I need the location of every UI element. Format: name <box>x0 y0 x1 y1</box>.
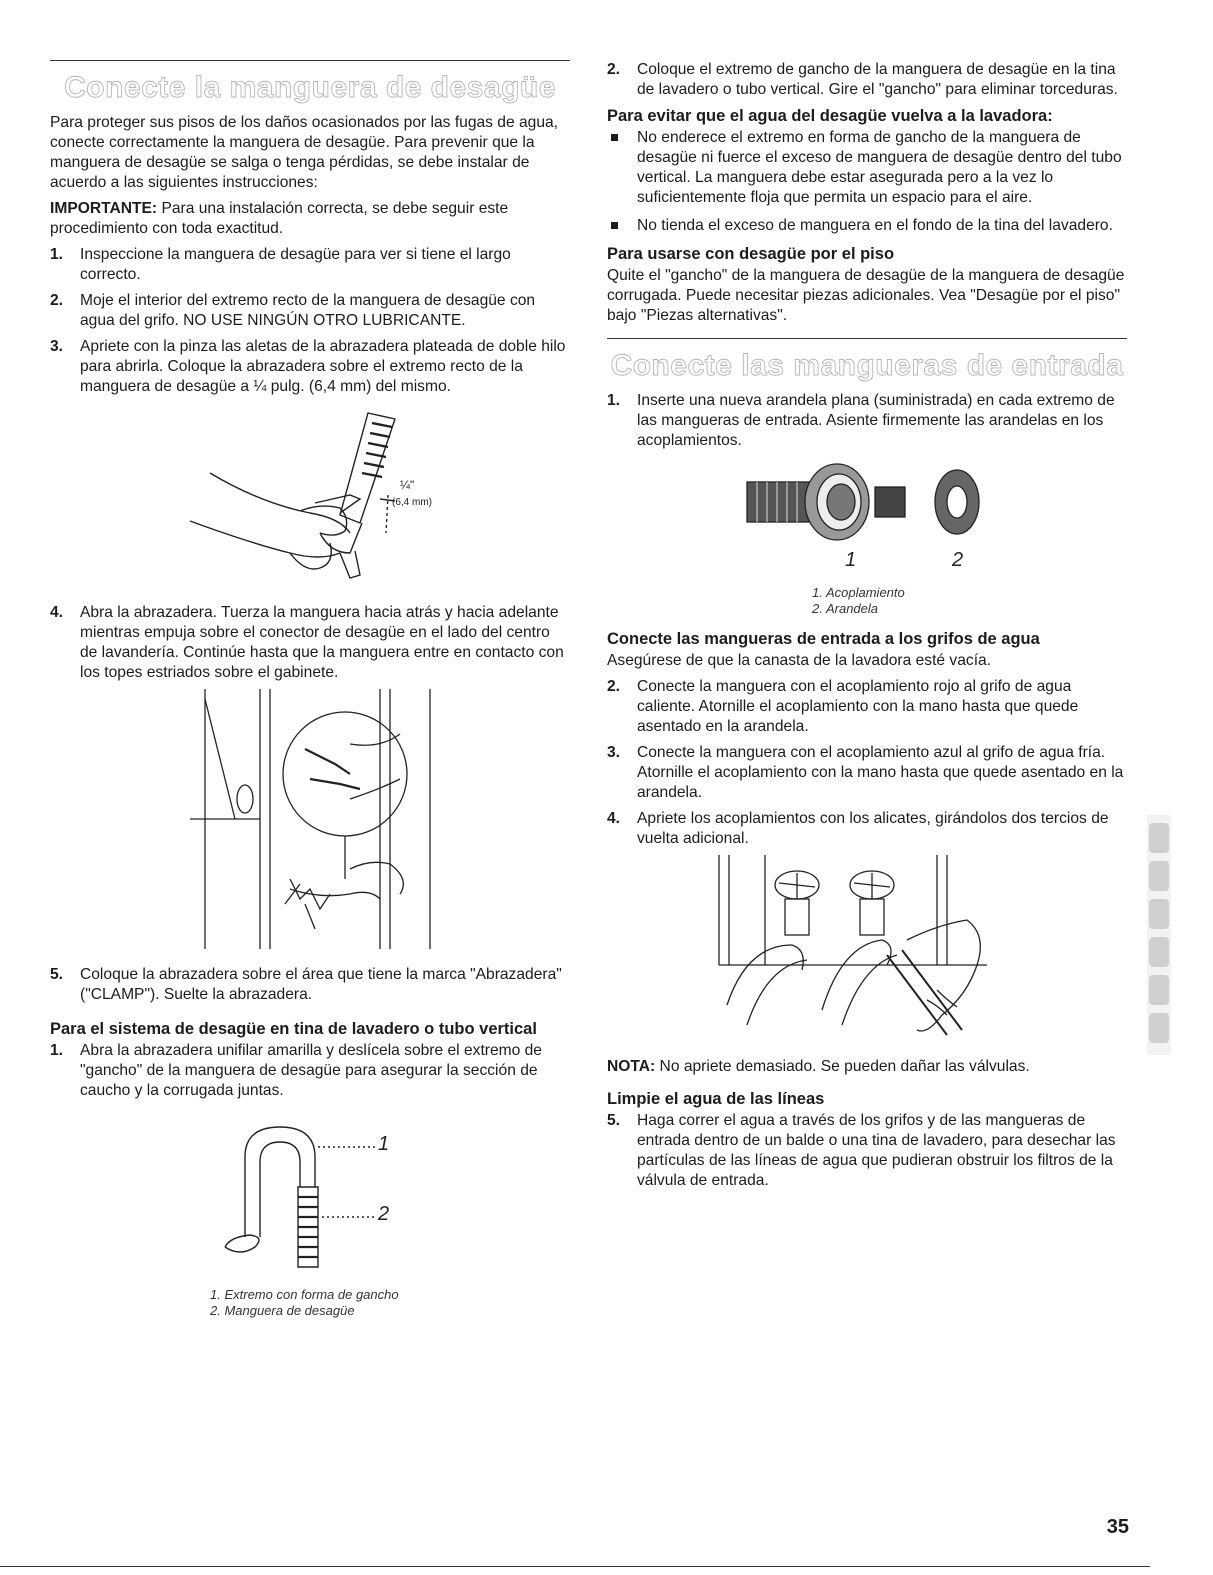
step-number: 2. <box>607 678 621 695</box>
step-number: 1. <box>607 392 621 409</box>
step-number: 1. <box>50 1042 64 1059</box>
step-number: 2. <box>607 61 621 78</box>
step-text: Coloque la abrazadera sobre el área que tiene la marca "Abrazadera" ("CLAMP"). Suelte la abrazadera. <box>80 966 562 1003</box>
tub-steps-list <box>50 1041 570 1101</box>
step-item <box>50 1041 570 1101</box>
left-column <box>50 60 570 1319</box>
bullet-text: No tienda el exceso de manguera en el fondo de la tina del lavadero. <box>637 217 1113 234</box>
step-item <box>607 677 1127 737</box>
step-item <box>50 245 570 285</box>
subheading-floor-drain: Para usarse con desagüe por el piso <box>607 245 895 263</box>
cabinet-drawing <box>50 689 570 959</box>
inlet-steps-list <box>607 391 1127 451</box>
hook-end-illustration <box>50 1107 570 1287</box>
cabinet-connection-illustration <box>50 689 570 959</box>
clamp-illustration <box>50 403 570 603</box>
bullet-item <box>607 128 1127 208</box>
step-text: Abra la abrazadera. Tuerza la manguera hacia atrás y hacia adelante mientras empuja sobre el conector de desagüe en el lado del centro de lavandería. Continúe hasta que la manguera entre en contacto con los topes estriados sobre el gabinete. <box>80 604 564 681</box>
step-number: 3. <box>607 744 621 761</box>
step-number: 1. <box>50 246 64 263</box>
right-column <box>607 60 1127 1197</box>
section-rule <box>50 60 570 61</box>
step-number: 3. <box>50 338 64 355</box>
step-number: 5. <box>607 1112 621 1129</box>
step-number: 4. <box>50 604 64 621</box>
important-text: Para una instalación correcta, se debe seguir este procedimiento con toda exactitud. <box>50 200 509 237</box>
bullet-item <box>607 216 1127 236</box>
subheading-tub-drain: Para el sistema de desagüe en tina de lavadero o tubo vertical <box>50 1020 537 1038</box>
caption-item: 2. Arandela <box>812 601 879 616</box>
caption-item: 1. Extremo con forma de gancho <box>210 1287 399 1302</box>
clamp-drawing <box>50 403 570 603</box>
note-paragraph <box>607 1057 1127 1077</box>
dimension-label-mm: (6,4 mm) <box>392 497 432 508</box>
step-item <box>607 809 1127 849</box>
step-item <box>607 60 1127 100</box>
faucet-steps-list <box>607 677 1127 849</box>
drain-steps-list <box>50 245 570 397</box>
subheading-connect-faucets: Conecte las mangueras de entrada a los grifos de agua <box>607 630 1040 648</box>
step-number: 5. <box>50 966 64 983</box>
important-label: IMPORTANTE: <box>50 200 158 217</box>
step-item <box>607 1111 1127 1191</box>
faucet-drawing <box>607 855 1127 1055</box>
step-number: 2. <box>50 292 64 309</box>
step-text: Abra la abrazadera unifilar amarilla y deslícela sobre el extremo de "gancho" de la manguera de desagüe para asegurar la sección de caucho y la corrugada juntas. <box>80 1042 542 1099</box>
prevent-bullet-list <box>607 128 1127 236</box>
callout-2: 2 <box>952 549 964 571</box>
coupling-washer-illustration <box>607 457 1127 571</box>
step-text: Inspeccione la manguera de desagüe para ver si tiene el largo correcto. <box>80 246 511 283</box>
step-text: Haga correr el agua a través de los grifos y de las mangueras de entrada dentro de un balde o una tina de lavadero, para desechar las partículas de las líneas de agua que pudieran obstruir los filtros de la válvula de entrada. <box>637 1112 1116 1189</box>
step-number: 4. <box>607 810 621 827</box>
footer-rule <box>0 1566 1150 1567</box>
step-item <box>50 291 570 331</box>
coupling-figure-captions <box>607 585 1127 617</box>
flush-steps-list <box>607 1111 1127 1191</box>
bullet-text: No enderece el extremo en forma de gancho de la manguera de desagüe ni fuerce el exceso de manguera de desagüe dentro del tubo vertical. La manguera debe estar asegurada pero a la vez lo suficientemente floja que permita un espacio para el aire. <box>637 129 1122 206</box>
section-rule <box>607 338 1127 339</box>
page-number: 35 <box>1106 1516 1129 1538</box>
subheading-prevent-backflow: Para evitar que el agua del desagüe vuelva a la lavadora: <box>607 107 1053 125</box>
bullet-marker <box>611 222 618 229</box>
step-item <box>50 603 570 683</box>
bullet-marker <box>611 134 618 141</box>
note-label: NOTA: <box>607 1058 656 1075</box>
coupling-drawing <box>607 457 1127 557</box>
step-text: Coloque el extremo de gancho de la manguera de desagüe en la tina de lavadero o tubo vertical. Gire el "gancho" para eliminar torceduras. <box>637 61 1118 98</box>
step-item <box>607 391 1127 451</box>
tub-steps-list-2 <box>607 60 1127 100</box>
step-text: Inserte una nueva arandela plana (suministrada) en cada extremo de las mangueras de entrada. Asiente firmemente las arandelas en los acoplamientos. <box>637 392 1115 449</box>
step-text: Conecte la manguera con el acoplamiento azul al grifo de agua fría. Atornille el acoplamiento con la mano hasta que quede asentado en la arandela. <box>637 744 1124 801</box>
step-item <box>50 337 570 397</box>
step-text: Moje el interior del extremo recto de la manguera de desagüe con agua del grifo. NO USE NINGÚN OTRO LUBRICANTE. <box>80 292 536 329</box>
drain-steps-list-3 <box>50 965 570 1005</box>
step-item <box>607 743 1127 803</box>
callout-1: 1 <box>845 549 857 571</box>
step-item <box>50 965 570 1005</box>
caption-item: 2. Manguera de desagüe <box>210 1303 355 1318</box>
faucets-intro: Asegúrese de que la canasta de la lavadora esté vacía. <box>607 652 992 669</box>
callout-2: 2 <box>378 1203 390 1225</box>
intro-paragraph: Para proteger sus pisos de los daños ocasionados por las fugas de agua, conecte correctamente la manguera de desagüe. Para prevenir que la manguera de desagüe se salga o tenga pérdidas, se debe instalar de acuerdo a las siguientes instrucciones: <box>50 114 558 191</box>
caption-item: 1. Acoplamiento <box>812 585 905 600</box>
step-text: Conecte la manguera con el acoplamiento rojo al grifo de agua caliente. Atornille el acoplamiento con la mano hasta que quede asentado en la arandela. <box>637 678 1079 735</box>
language-side-tab-graphic <box>1139 815 1179 1055</box>
important-paragraph <box>50 199 570 239</box>
note-text: No apriete demasiado. Se pueden dañar las válvulas. <box>655 1058 1030 1075</box>
step-text: Apriete con la pinza las aletas de la abrazadera plateada de doble hilo para abrirla. Coloque la abrazadera sobre el extremo recto de la manguera de desagüe a ¼ pulg. (6,4 mm) del mismo. <box>80 338 566 395</box>
floor-drain-paragraph: Quite el "gancho" de la manguera de desagüe de la manguera de desagüe corrugada. Puede necesitar piezas adicionales. Vea "Desagüe por el piso" bajo "Piezas alternativas". <box>607 267 1125 324</box>
section-title-inlet-hoses: Conecte las mangueras de entrada <box>610 349 1124 382</box>
step-text: Apriete los acoplamientos con los alicates, girándolos dos tercios de vuelta adicional. <box>637 810 1109 847</box>
hook-drawing <box>50 1107 570 1287</box>
faucet-pliers-illustration <box>607 855 1127 1055</box>
subheading-flush-lines: Limpie el agua de las líneas <box>607 1090 825 1108</box>
dimension-label-inches: ¼" <box>400 478 415 492</box>
drain-steps-list-2 <box>50 603 570 683</box>
section-title-drain-hose: Conecte la manguera de desagüe <box>64 71 556 104</box>
callout-1: 1 <box>378 1133 390 1155</box>
hook-figure-captions <box>50 1287 570 1319</box>
